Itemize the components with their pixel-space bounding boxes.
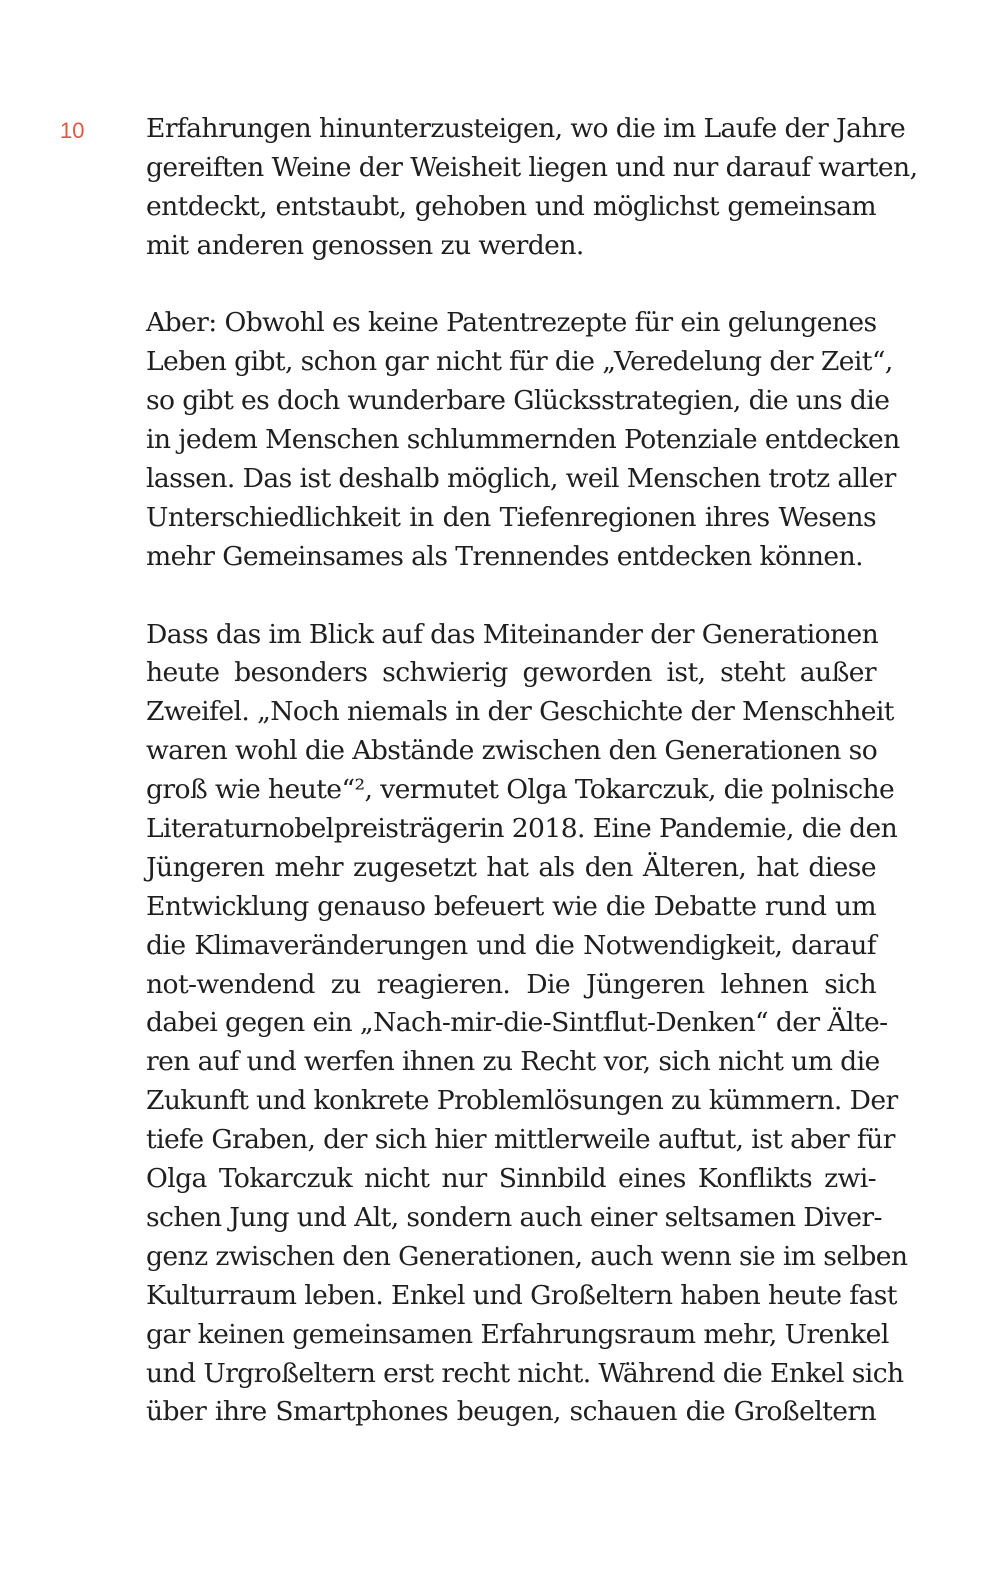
- text-line: schen Jung und Alt, sondern auch einer seltsamen Diver-: [146, 1201, 882, 1233]
- text-line: so gibt es doch wunderbare Glücksstrategien, die uns die: [146, 385, 890, 417]
- text-line: und Urgroßeltern erst recht nicht. Während die Enkel sich: [146, 1357, 904, 1389]
- text-line: tiefe Graben, der sich hier mittlerweile auftut, ist aber für: [146, 1124, 895, 1156]
- text-line: entdeckt, entstaubt, gehoben und möglichst gemeinsam: [146, 190, 876, 222]
- text-line: Zweifel. „Noch niemals in der Geschichte der Menschheit: [146, 696, 894, 728]
- text-line: mehr Gemeinsames als Trennendes entdecken können.: [146, 540, 863, 572]
- text-line: ren auf und werfen ihnen zu Recht vor, sich nicht um die: [146, 1046, 880, 1078]
- text-line: Literaturnobelpreisträgerin 2018. Eine Pandemie, die den: [146, 813, 898, 845]
- text-line: lassen. Das ist deshalb möglich, weil Menschen trotz aller: [146, 463, 896, 495]
- text-line: über ihre Smartphones beugen, schauen die Großeltern: [146, 1396, 876, 1428]
- text-line: waren wohl die Abstände zwischen den Generationen so: [146, 735, 878, 767]
- text-line: heute besonders schwierig geworden ist, steht außer: [146, 657, 876, 689]
- text-line: Kulturraum leben. Enkel und Großeltern haben heute fast: [146, 1279, 897, 1311]
- paragraph-2: [146, 304, 900, 576]
- text-line: Erfahrungen hinunterzusteigen, wo die im Laufe der Jahre: [146, 113, 906, 144]
- text-line: genz zwischen den Generationen, auch wenn sie im selben: [146, 1240, 908, 1272]
- text-line: Dass das im Blick auf das Miteinander der Generationen: [146, 618, 879, 650]
- text-line: Leben gibt, schon gar nicht für die „Veredelung der Zeit“,: [146, 346, 893, 378]
- text-line: in jedem Menschen schlummernden Potenziale entdecken: [146, 424, 900, 456]
- text-line: gereiften Weine der Weisheit liegen und nur darauf warten,: [146, 151, 918, 183]
- paragraph-3: [146, 616, 908, 1433]
- text-line: Jüngeren mehr zugesetzt hat als den Älteren, hat diese: [146, 851, 876, 883]
- text-line: gar keinen gemeinsamen Erfahrungsraum mehr, Urenkel: [146, 1318, 889, 1350]
- text-line: mit anderen genossen zu werden.: [146, 229, 584, 261]
- paragraph-1: [146, 110, 918, 266]
- text-line: groß wie heute“², vermutet Olga Tokarczuk, die polnische: [146, 774, 895, 806]
- text-line: Olga Tokarczuk nicht nur Sinnbild eines Konflikts zwi-: [146, 1163, 876, 1195]
- body-text: [146, 110, 918, 1471]
- page-number: 10: [60, 118, 85, 143]
- text-line: Entwicklung genauso befeuert wie die Debatte rund um: [146, 890, 876, 922]
- text-line: Unterschiedlichkeit in den Tiefenregionen ihres Wesens: [146, 501, 876, 533]
- text-line: dabei gegen ein „Nach-mir-die-Sintflut-Denken“ der Älte-: [146, 1007, 888, 1039]
- text-line: Aber: Obwohl es keine Patentrezepte für ein gelungenes: [146, 307, 877, 339]
- text-line: die Klimaveränderungen und die Notwendigkeit, darauf: [146, 929, 876, 961]
- text-line: not-wendend zu reagieren. Die Jüngeren lehnen sich: [146, 968, 876, 1000]
- text-line: Zukunft und konkrete Problemlösungen zu kümmern. Der: [146, 1085, 898, 1117]
